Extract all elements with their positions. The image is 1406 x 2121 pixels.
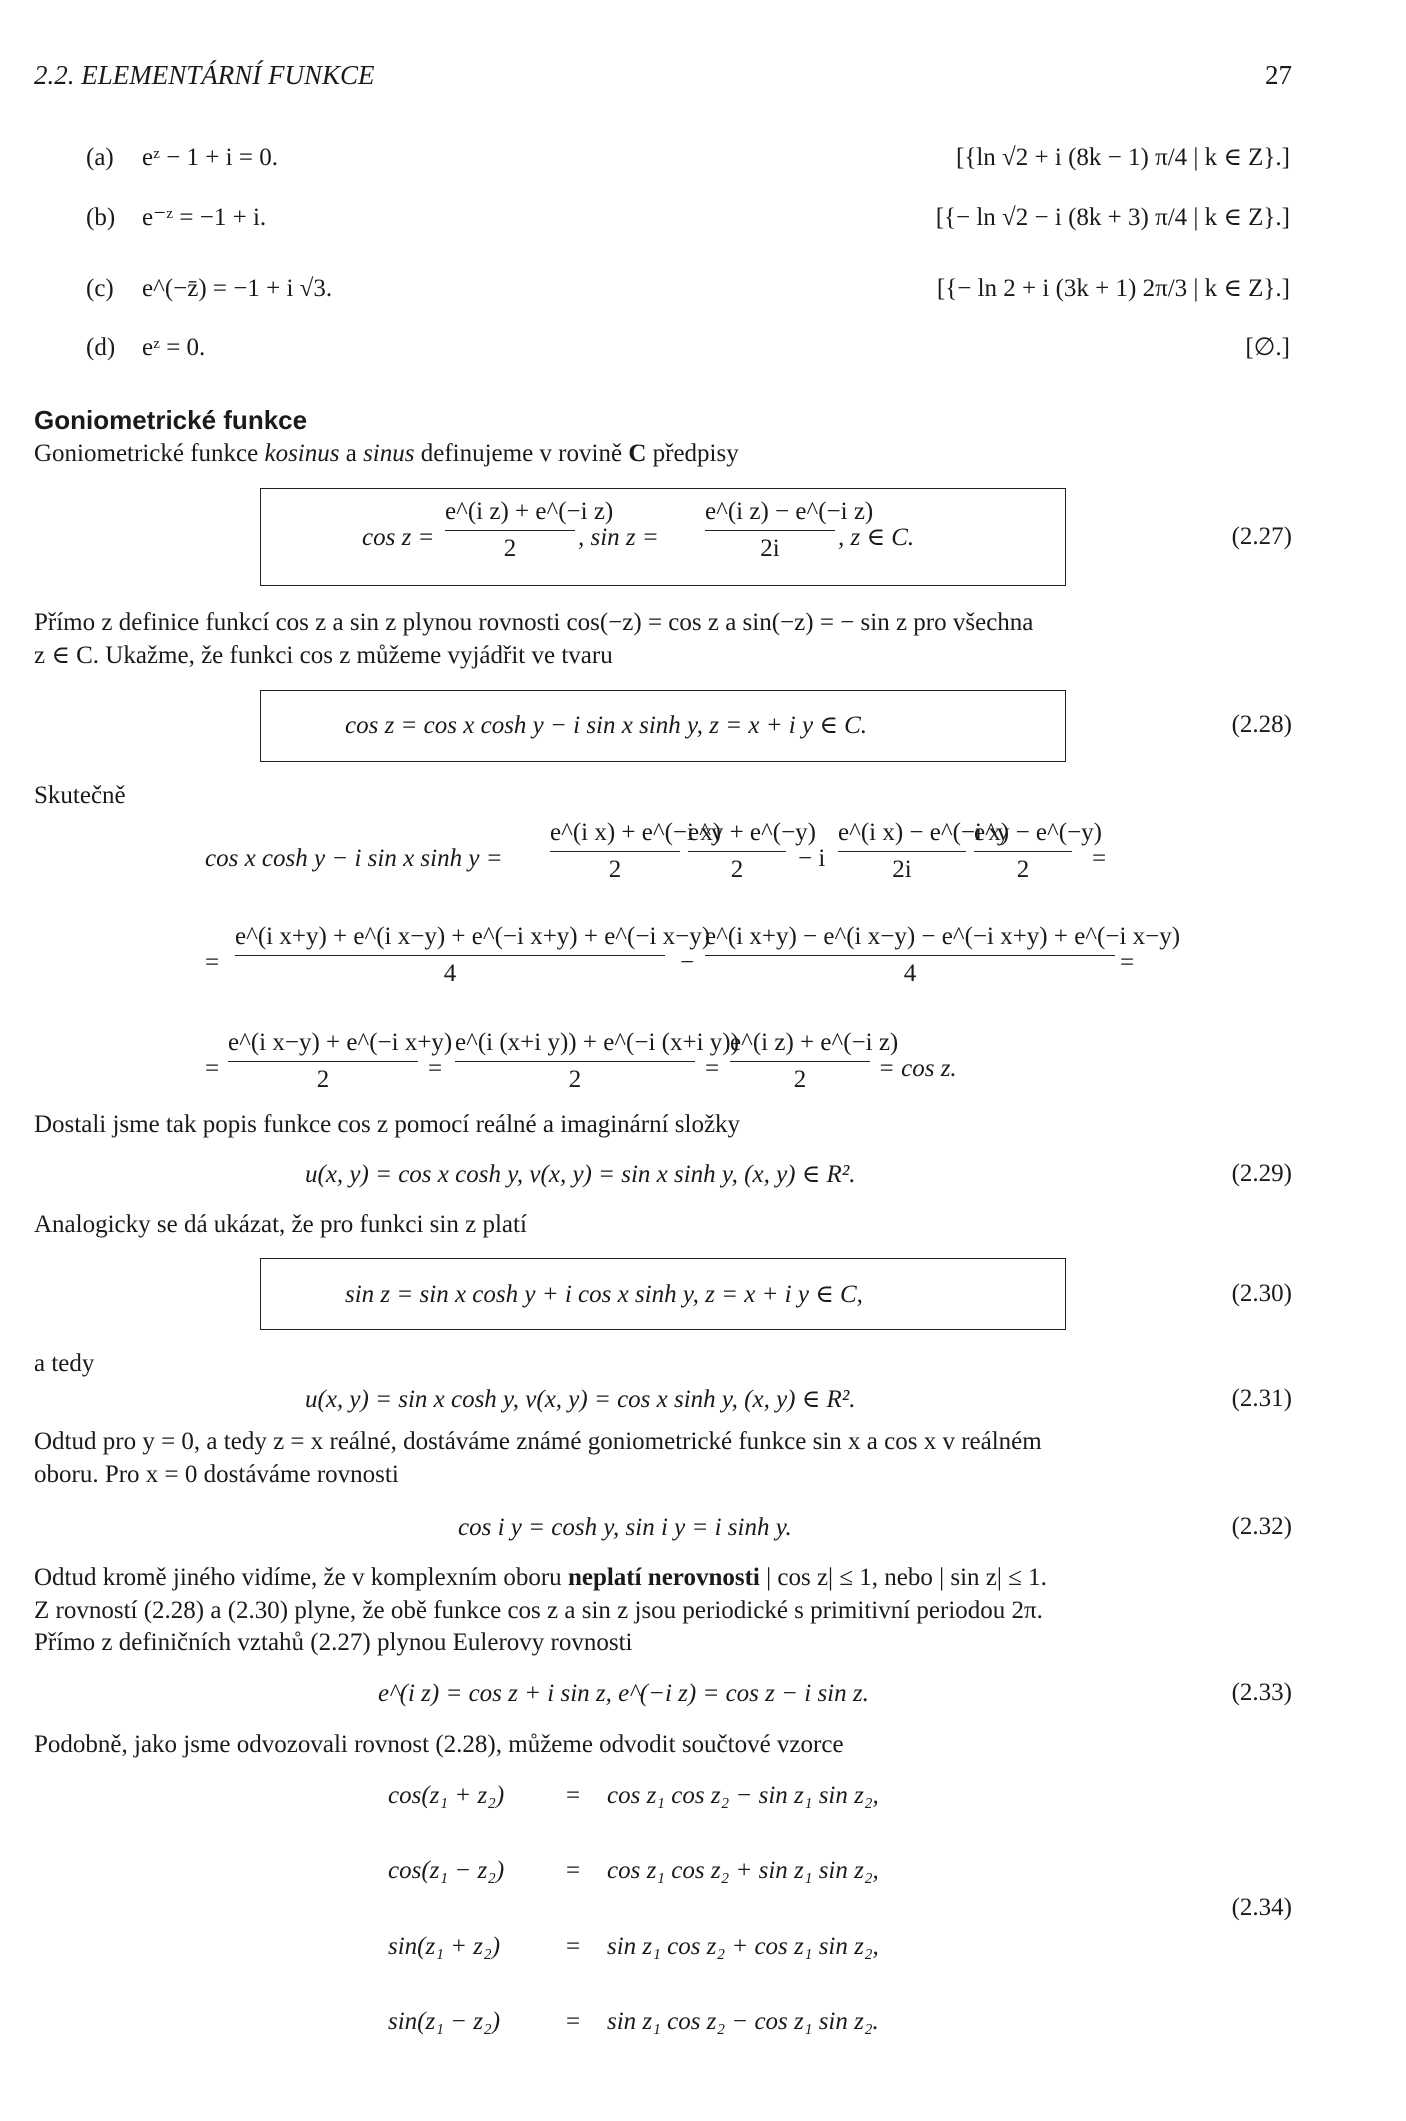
paragraph-line: Skutečně: [34, 782, 126, 809]
paragraph-line: Odtud kromě jiného vidíme, že v komplexním oboru neplatí nerovnosti | cos z| ≤ 1, nebo | sin z| ≤ 1.: [34, 1564, 1047, 1591]
cos-definition-fraction: e^(i z) + e^(−i z) 2: [445, 498, 614, 562]
formula-rhs: cos z₁ cos z₂ − sin z₁ sin z₂,: [607, 1782, 879, 1809]
cos-definition-lhs: cos z =: [362, 524, 435, 551]
page-number: 27: [1265, 60, 1292, 90]
paragraph-line: z ∈ C. Ukažme, že funkci cos z můžeme vyjádřit ve tvaru: [34, 642, 613, 669]
exercise-answer: [{ln √2 + i (8k − 1) π/4 | k ∈ Z}.]: [956, 144, 1290, 171]
paragraph-line: Analogicky se dá ukázat, že pro funkci sin z platí: [34, 1211, 527, 1238]
derivation-operator: =: [1120, 949, 1135, 976]
formula-equals: =: [566, 1782, 581, 1809]
derivation-operator: =: [205, 949, 220, 976]
equation-number: (2.32): [1231, 1513, 1292, 1540]
derivation-result: = cos z.: [878, 1055, 957, 1082]
derivation-fraction: e^(i x+y) − e^(i x−y) − e^(−i x+y) + e^(−i x−y) 4: [705, 923, 1181, 987]
equation-number: (2.31): [1231, 1385, 1292, 1412]
formula-lhs: cos(z₁ − z₂): [388, 1857, 505, 1884]
derivation-fraction: e^(i x) + e^(−i x) 2: [550, 819, 722, 883]
exercise-label: (a): [86, 144, 114, 171]
derivation-fraction: e^(i z) + e^(−i z) 2: [730, 1029, 899, 1093]
formula-equals: =: [566, 1933, 581, 1960]
derivation-operator: =: [1092, 845, 1107, 872]
formula-lhs: sin(z₁ + z₂): [388, 1933, 501, 1960]
equation-number: (2.28): [1231, 711, 1292, 738]
equation-number: (2.30): [1231, 1280, 1292, 1307]
equation-number: (2.33): [1231, 1679, 1292, 1706]
equation-number: (2.34): [1231, 1894, 1292, 1921]
formula-equals: =: [566, 2008, 581, 2035]
equation-2-32: cos i y = cosh y, sin i y = i sinh y.: [458, 1514, 792, 1541]
formula-rhs: cos z₁ cos z₂ + sin z₁ sin z₂,: [607, 1857, 879, 1884]
derivation-fraction: e^y + e^(−y) 2: [688, 819, 817, 883]
paragraph-line: Přímo z definičních vztahů (2.27) plynou Eulerovy rovnosti: [34, 1629, 633, 1656]
running-header: 2.2. ELEMENTÁRNÍ FUNKCE: [34, 60, 375, 90]
paragraph-line: Dostali jsme tak popis funkce cos z pomocí reálné a imaginární složky: [34, 1111, 741, 1138]
paragraph-line: Z rovností (2.28) a (2.30) plyne, že obě funkce cos z a sin z jsou periodické s primitivní periodou 2π.: [34, 1597, 1043, 1624]
exercise-answer: [∅.]: [1245, 334, 1290, 361]
derivation-operator: −: [680, 949, 695, 976]
derivation-lhs: cos x cosh y − i sin x sinh y =: [205, 845, 503, 872]
derivation-operator: =: [205, 1055, 220, 1082]
paragraph-line: Přímo z definice funkcí cos z a sin z plynou rovnosti cos(−z) = cos z a sin(−z) = − sin z pro všechna: [34, 609, 1034, 636]
equation-2-29: u(x, y) = cos x cosh y, v(x, y) = sin x sinh y, (x, y) ∈ R².: [305, 1161, 856, 1188]
equation-number: (2.29): [1231, 1160, 1292, 1187]
exercise-label: (b): [86, 204, 116, 231]
formula-rhs: sin z₁ cos z₂ + cos z₁ sin z₂,: [607, 1933, 879, 1960]
paragraph-line: a tedy: [34, 1350, 95, 1377]
paragraph-line: Odtud pro y = 0, a tedy z = x reálné, dostáváme známé goniometrické funkce sin x a cos x v reálném: [34, 1428, 1042, 1455]
exercise-equation: eᶻ − 1 + i = 0.: [142, 144, 278, 171]
equation-number: (2.27): [1231, 523, 1292, 550]
section-title: Goniometrické funkce: [34, 405, 308, 435]
intro-paragraph: Goniometrické funkce kosinus a sinus definujeme v rovině C předpisy: [34, 440, 739, 467]
derivation-fraction: e^(i (x+i y)) + e^(−i (x+i y)) 2: [455, 1029, 739, 1093]
formula-equals: =: [566, 1857, 581, 1884]
paragraph-line: Podobně, jako jsme odvozovali rovnost (2.28), můžeme odvodit součtové vzorce: [34, 1731, 844, 1758]
equation-2-30: sin z = sin x cosh y + i cos x sinh y, z = x + i y ∈ C,: [345, 1281, 863, 1308]
derivation-fraction: e^(i x+y) + e^(i x−y) + e^(−i x+y) + e^(−i x−y) 4: [235, 923, 711, 987]
exercise-label: (d): [86, 334, 116, 361]
equation-2-28: cos z = cos x cosh y − i sin x sinh y, z = x + i y ∈ C.: [345, 712, 868, 739]
paragraph-line: oboru. Pro x = 0 dostáváme rovnosti: [34, 1461, 399, 1488]
equation-2-31: u(x, y) = sin x cosh y, v(x, y) = cos x sinh y, (x, y) ∈ R².: [305, 1386, 856, 1413]
exercise-answer: [{− ln √2 − i (8k + 3) π/4 | k ∈ Z}.]: [935, 204, 1290, 231]
formula-rhs: sin z₁ cos z₂ − cos z₁ sin z₂.: [607, 2008, 879, 2035]
formula-lhs: sin(z₁ − z₂): [388, 2008, 501, 2035]
formula-lhs: cos(z₁ + z₂): [388, 1782, 505, 1809]
derivation-fraction: e^y − e^(−y) 2: [974, 819, 1103, 883]
sin-definition-fraction: e^(i z) − e^(−i z) 2i: [705, 498, 874, 562]
derivation-operator: =: [705, 1055, 720, 1082]
exercise-equation: e⁻ᶻ = −1 + i.: [142, 204, 267, 231]
derivation-operator: − i: [798, 845, 826, 872]
equation-2-33: e^(i z) = cos z + i sin z, e^(−i z) = cos z − i sin z.: [378, 1680, 869, 1707]
exercise-equation: e^(−z̄) = −1 + i √3.: [142, 275, 333, 302]
definition-domain: , z ∈ C.: [838, 524, 915, 551]
sin-definition-lhs: , sin z =: [578, 524, 659, 551]
exercise-label: (c): [86, 275, 114, 302]
derivation-operator: =: [428, 1055, 443, 1082]
derivation-fraction: e^(i x−y) + e^(−i x+y) 2: [228, 1029, 453, 1093]
exercise-equation: eᶻ = 0.: [142, 334, 206, 361]
exercise-answer: [{− ln 2 + i (3k + 1) 2π/3 | k ∈ Z}.]: [936, 275, 1290, 302]
derivation-fraction: e^(i x) − e^(−i x) 2i: [838, 819, 1010, 883]
